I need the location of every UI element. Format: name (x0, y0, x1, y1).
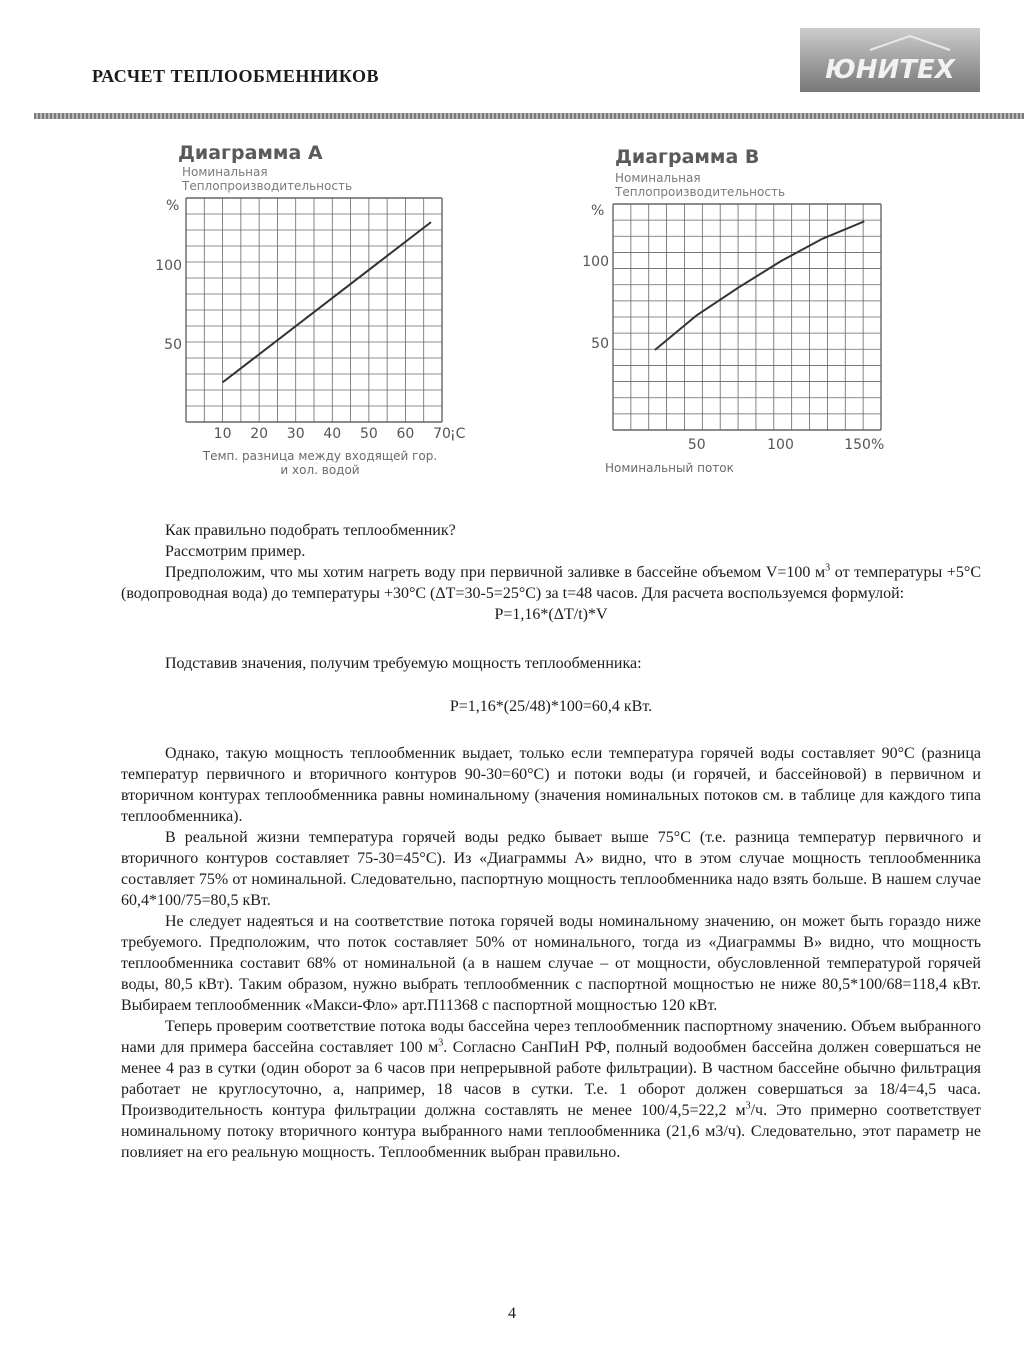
diagram-b-plot (575, 140, 920, 490)
company-logo (800, 28, 980, 92)
paragraph-3: Однако, такую мощность теплообменник выдает, только если температура горячей воды составляет 90°С (разница температур первичного и вторичного контуров 90-30=60°С) и потоки воды (и горячей, и бассейновой) в первичном и вторичном контурах теплообменника равны номинальному (значения номинальных потоков см. в таблице для каждого типа теплообменника). (121, 745, 981, 825)
paragraph-6: Теперь проверим соответствие потока воды бассейна через теплообменник паспортному значению. Объем выбранного нами для примера бассейна составляет 100 $м^3$. Согласно СанПиН РФ, полный водообмен бассейна должен совершаться не менее 4 раз в сутки (один оборот за 6 часов при непрерывной работе фильтрации). В частном бассейне обычно фильтрация работает не круглосуточно, а, например, 18 часов в сутки. Т.е. 1 оборот должен совершаться за 18/4=4,5 часа. Производительность контура фильтрации должна составлять не менее 100/4,5=22,2 $м^3/ч$. Это примерно соответствует номинальному потоку вторичного контура выбранного нами теплообменника (21,6 м3/ч). Следовательно, этот параметр не повлияет на его реальную мощность. Теплообменник выбран правильно. (121, 1018, 981, 1161)
diagram-a-xtick: 40 (323, 426, 342, 442)
body-text (121, 520, 981, 1163)
diagram-b-xtick: 50 (687, 437, 706, 453)
header-divider (34, 113, 1024, 119)
question-line: Как правильно подобрать теплообменник? (165, 522, 456, 539)
paragraph-1: Предположим, что мы хотим нагреть воду при первичной заливке в бассейне объемом V=100 $м^3$ от температуры +5°С (водопроводная вода) до температуры +30°С (ΔТ=30-5=25°С) за t=48 часов. Для расчета воспользуемся формулой: (121, 562, 981, 602)
diagram-b-xlabel: Номинальный поток (605, 461, 734, 475)
paragraph-4: В реальной жизни температура горячей воды редко бывает выше 75°С (т.е. разница температур первичного и вторичного контуров составляет 75-30=45°С). Из «Диаграммы А» видно, что в этом случае мощность теплообменника составляет 75% от номинальной. Следовательно, паспортную мощность теплообменника надо взять больше. В нашем случае 60,4*100/75=80,5 кВт. (121, 829, 981, 909)
logo-text: ЮНИТЕХ (825, 55, 955, 85)
diagram-a-xtick: 70 (433, 426, 451, 442)
diagram-b-ytick-100: 100 (582, 254, 609, 270)
diagram-b-yunit: % (591, 203, 605, 219)
diagram-b-xtick: 150% (844, 437, 885, 453)
page-number: 4 (508, 1305, 516, 1322)
diagram-a-xunit: ¡C (450, 426, 466, 442)
page-header-title: РАСЧЕТ ТЕПЛООБМЕННИКОВ (92, 66, 380, 86)
example-line: Рассмотрим пример. (165, 543, 306, 560)
diagram-b-title: Диаграмма В (615, 146, 760, 168)
diagram-a-ytick-100: 100 (155, 258, 182, 274)
formula-computed: P=1,16*(25/48)*100=60,4 кВт. (449, 698, 653, 715)
diagram-a-xtick: 10 (213, 426, 232, 442)
diagram-b-ytick-50: 50 (591, 336, 609, 352)
diagram-a-xtick: 60 (396, 426, 415, 442)
diagram-a-yunit: % (166, 198, 180, 214)
diagram-a (150, 138, 480, 488)
formula-general: P=1,16*(ΔT/t)*V (494, 606, 608, 623)
diagram-a-title: Диаграмма А (178, 142, 323, 164)
diagram-b-xtick: 100 (767, 437, 794, 453)
diagram-a-xtick: 50 (359, 426, 378, 442)
diagram-a-xtick: 30 (286, 426, 305, 442)
diagram-a-xlabel: Темп. разница между входящей гор. и хол. водой (202, 449, 438, 477)
diagram-a-ytick-50: 50 (164, 337, 182, 353)
diagram-a-plot (150, 138, 480, 488)
paragraph-5: Не следует надеяться и на соответствие потока горячей воды номинальному значению, он может быть гораздо ниже требуемого. Предположим, что поток составляет 50% от номинального, тогда из «Диаграммы В» видно, что мощность теплообменника составит 68% от номинальной (а в нашем случае – от мощности, обусловленной температурой горячей воды, 80,5 кВт). Таким образом, нужно выбрать теплообменник с паспортной мощностью не ниже 80,5*100/68=118,4 кВт. Выбираем теплообменник «Макси-Фло» арт.П11368 с паспортной мощностью 120 кВт. (121, 913, 981, 1014)
diagram-a-xtick: 20 (250, 426, 269, 442)
diagram-b (575, 140, 920, 490)
diagram-a-ylabel: Номинальная Теплопроизводительность (182, 165, 353, 193)
diagram-b-series-line (655, 221, 864, 350)
paragraph-2: Подставив значения, получим требуемую мощность теплообменника: (165, 655, 642, 672)
diagram-b-ylabel: Номинальная Теплопроизводительность (615, 171, 786, 199)
